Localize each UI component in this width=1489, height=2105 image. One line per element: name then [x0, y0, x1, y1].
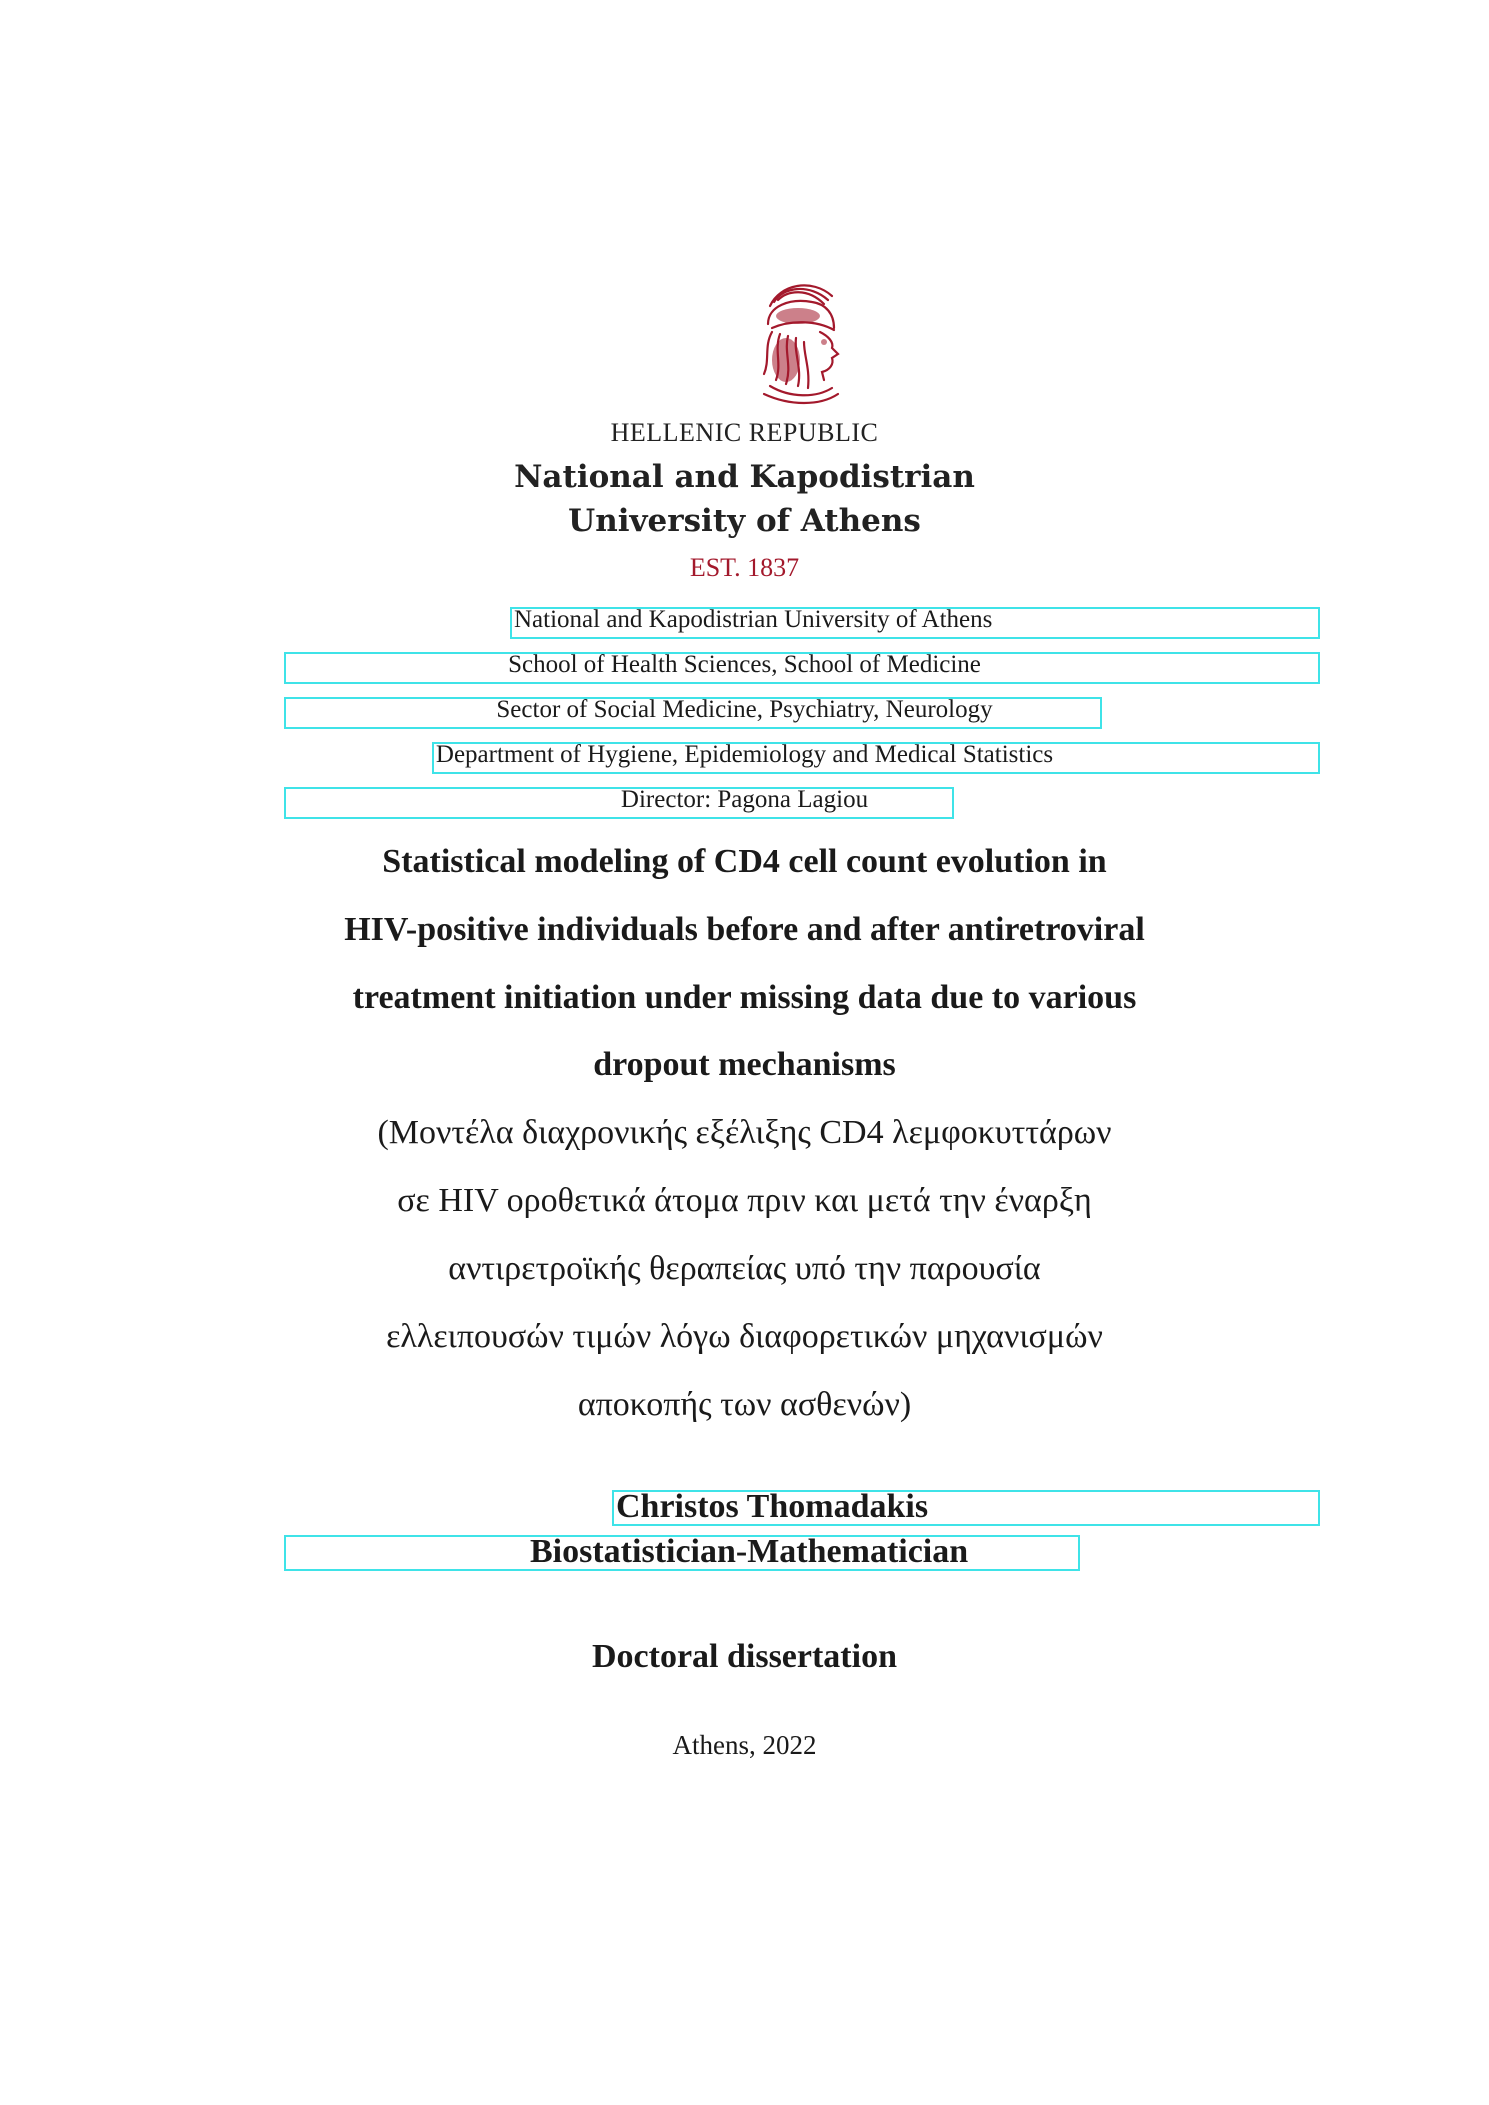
author-name: Christos Thomadakis: [616, 1488, 929, 1525]
author-role: Biostatistician-Mathematician: [530, 1533, 969, 1570]
greek-title-line-4: ελλειπουσών τιμών λόγω διαφορετικών μηχανισμών: [386, 1318, 1103, 1355]
greek-title-line-2: σε HIV οροθετικά άτομα πριν και μετά την έναρξη: [397, 1182, 1092, 1219]
title-line-2: HIV-positive individuals before and after antiretroviral: [344, 911, 1145, 948]
established-year: EST. 1837: [689, 553, 800, 582]
republic-label: HELLENIC REPUBLIC: [610, 418, 879, 447]
place-and-year: Athens, 2022: [672, 1730, 817, 1760]
university-name-line1: National and Kapodistrian: [514, 459, 975, 495]
affiliation-schools: School of Health Sciences, School of Medicine: [508, 651, 981, 678]
affiliation-sector: Sector of Social Medicine, Psychiatry, Neurology: [496, 696, 993, 723]
title-line-3: treatment initiation under missing data due to various: [352, 979, 1137, 1016]
greek-title-line-3: αντιρετροϊκής θεραπείας υπό την παρουσία: [448, 1250, 1041, 1287]
affiliation-department: Department of Hygiene, Epidemiology and Medical Statistics: [435, 741, 1054, 768]
university-name-line2: University of Athens: [568, 503, 921, 539]
affiliation-university: National and Kapodistrian University of Athens: [514, 606, 993, 633]
title-line-4: dropout mechanisms: [593, 1046, 896, 1083]
greek-title-line-5: αποκοπής των ασθενών): [577, 1386, 912, 1423]
document-type: Doctoral dissertation: [591, 1638, 897, 1675]
university-seal-logo: [750, 276, 846, 406]
affiliation-director: Director: Pagona Lagiou: [620, 786, 869, 813]
title-line-1: Statistical modeling of CD4 cell count evolution in: [382, 843, 1107, 880]
greek-title-line-1: (Μοντέλα διαχρονικής εξέλιξης CD4 λεμφοκυττάρων: [377, 1114, 1112, 1151]
